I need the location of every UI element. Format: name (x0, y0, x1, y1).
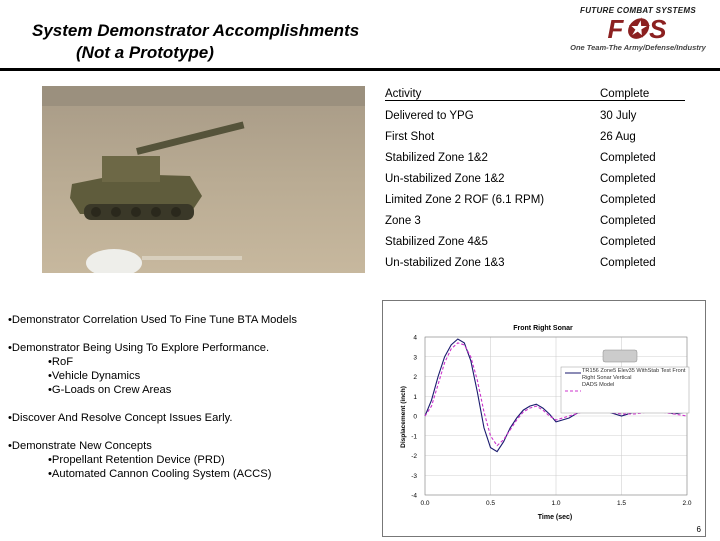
chart-xlabel: Time (sec) (537, 514, 573, 521)
header-activity: Activity (385, 88, 600, 101)
vehicle-photo (42, 86, 365, 273)
status-cell: Completed (600, 193, 656, 206)
y-tick-label: -1 (411, 433, 417, 441)
status-cell: Completed (600, 214, 656, 227)
table-row (385, 252, 685, 273)
chart-title: Front Right Sonar (513, 325, 573, 332)
activity-cell: Zone 3 (385, 214, 421, 227)
sub-bullet-prd: •Propellant Retention Device (PRD) (48, 454, 225, 466)
status-cell: Completed (600, 172, 656, 185)
y-tick-label: -4 (411, 492, 417, 500)
table-row (385, 210, 685, 231)
x-tick-label: 2.0 (682, 500, 692, 507)
sonar-chart (382, 300, 706, 537)
sub-bullet-vehicle-dynamics: •Vehicle Dynamics (48, 370, 141, 382)
legend-vehicle-thumbnail (603, 350, 637, 362)
table-row (385, 105, 685, 126)
chart-svg (383, 301, 705, 536)
activity-cell: Un-stabilized Zone 1&3 (385, 256, 505, 269)
logo-mark: F✪S (607, 14, 669, 44)
y-tick-label: -3 (411, 472, 417, 480)
bullet-concept-issues: •Discover And Resolve Concept Issues Early. (8, 412, 233, 424)
title-line-1: System Demonstrator Accomplishments (32, 21, 360, 40)
status-cell: Completed (600, 256, 656, 269)
x-tick-label: 1.5 (616, 500, 627, 507)
status-cell: Completed (600, 235, 656, 248)
title-line-2: (Not a Prototype) (76, 43, 214, 62)
bullet-performance: •Demonstrator Being Using To Explore Performance. (8, 342, 270, 354)
y-tick-label: -2 (411, 453, 417, 460)
table-row (385, 168, 685, 189)
y-tick-label: 3 (413, 354, 417, 362)
table-row (385, 147, 685, 168)
x-tick-label: 1.0 (551, 500, 561, 507)
activity-table (385, 84, 685, 273)
activity-cell: Delivered to YPG (385, 109, 474, 122)
chart-legend (561, 350, 689, 413)
activity-cell: Limited Zone 2 ROF (6.1 RPM) (385, 193, 545, 206)
activity-cell: Stabilized Zone 4&5 (385, 235, 488, 248)
activity-cell: Un-stabilized Zone 1&2 (385, 172, 505, 185)
legend-entry-model: DADS Model (582, 382, 615, 388)
y-tick-label: 0 (413, 413, 417, 421)
x-tick-label: 0.0 (420, 500, 430, 507)
bullet-new-concepts: •Demonstrate New Concepts (8, 440, 152, 452)
status-cell: Completed (600, 151, 656, 164)
bullet-list (8, 313, 380, 481)
activity-cell: Stabilized Zone 1&2 (385, 151, 488, 164)
chart-ylabel: Displacement (inch) (400, 386, 407, 448)
page-number: 6 (696, 525, 701, 534)
sub-bullet-g-loads: •G-Loads on Crew Areas (48, 384, 172, 396)
y-tick-label: 4 (413, 334, 417, 342)
legend-entry-test: TR156 Zone5 Elev35 WithStab Test Front Right Sonar Vertical (582, 368, 686, 381)
y-tick-label: 2 (413, 374, 417, 381)
table-row (385, 231, 685, 252)
table-header-row (385, 84, 685, 105)
sub-bullet-accs: •Automated Cannon Cooling System (ACCS) (48, 468, 272, 480)
fcs-logo (568, 6, 708, 62)
activity-cell: First Shot (385, 130, 435, 143)
table-row (385, 189, 685, 210)
header-complete: Complete (600, 88, 685, 101)
bullet-correlation: •Demonstrator Correlation Used To Fine Tune BTA Models (8, 314, 297, 326)
status-cell: 30 July (600, 109, 637, 122)
header-divider (0, 68, 720, 71)
y-tick-label: 1 (413, 393, 417, 401)
table-row (385, 126, 685, 147)
slide-title (32, 20, 359, 64)
status-cell: 26 Aug (600, 130, 636, 143)
sub-bullet-rof: •RoF (48, 356, 74, 368)
logo-top-text: FUTURE COMBAT SYSTEMS (580, 6, 696, 15)
x-tick-label: 0.5 (485, 500, 496, 507)
logo-tagline: One Team-The Army/Defense/Industry (570, 43, 706, 52)
